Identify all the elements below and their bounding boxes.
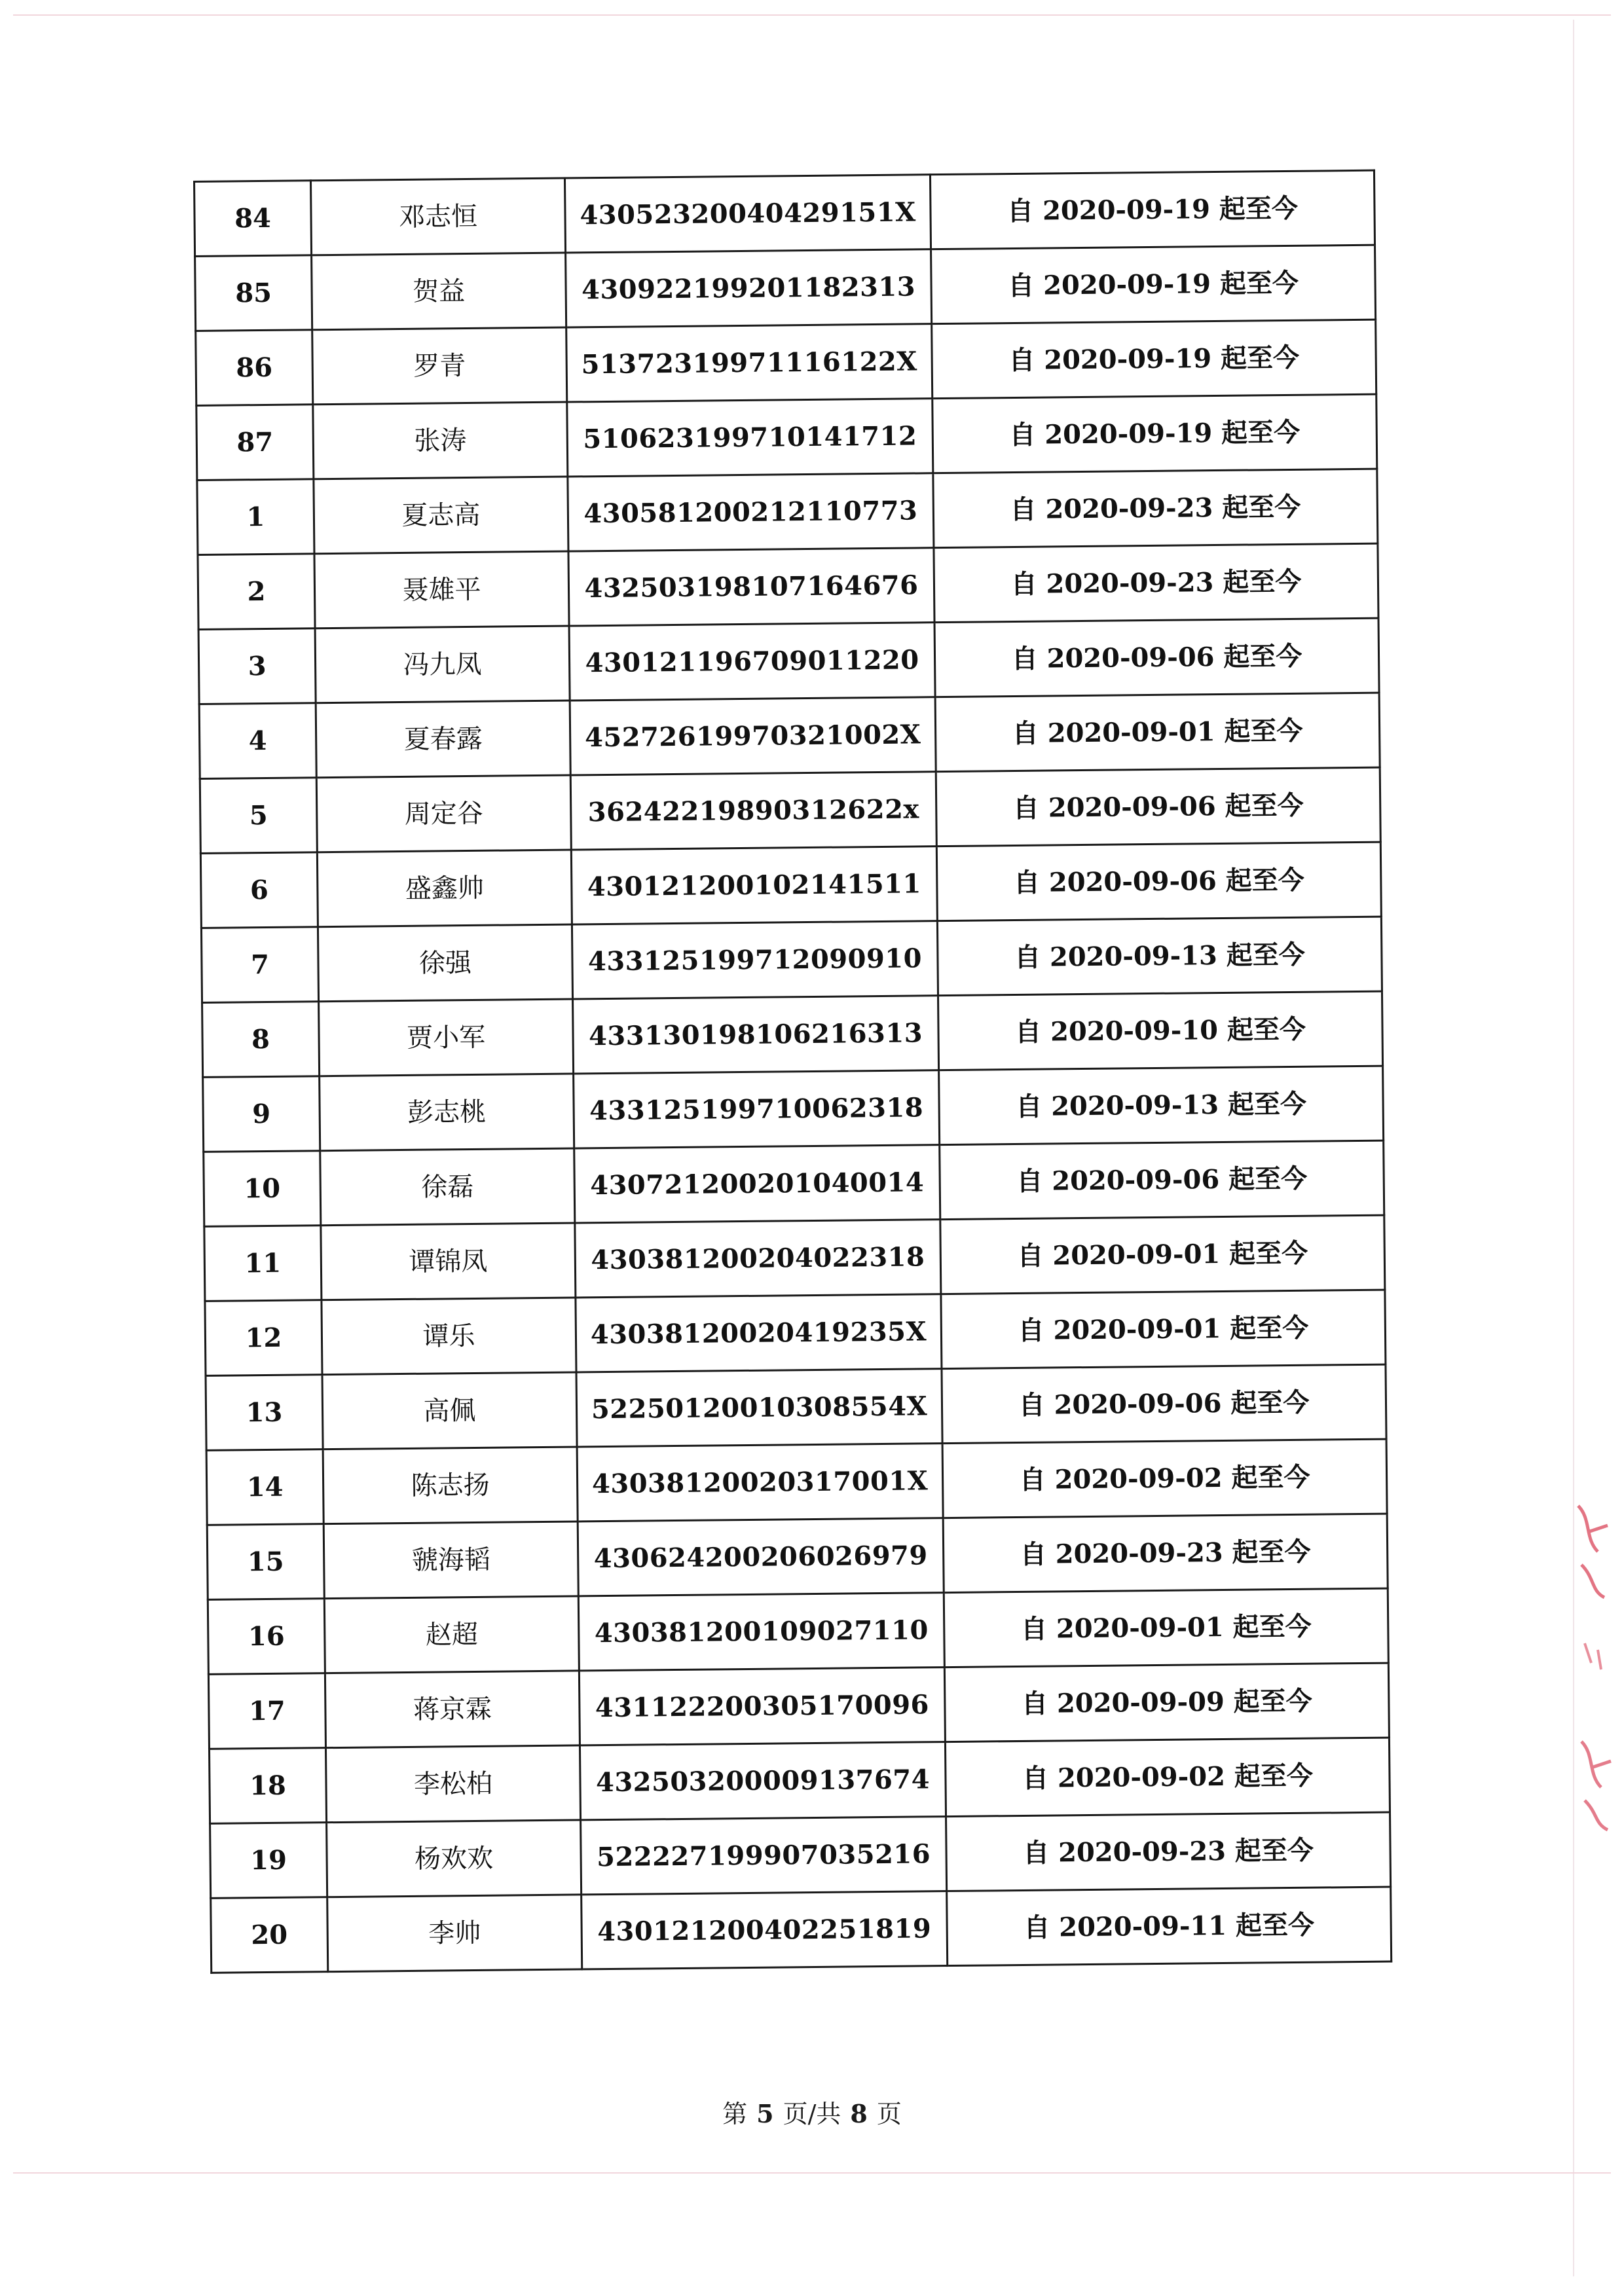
row-seq-number: 11 xyxy=(204,1226,322,1302)
table-row xyxy=(204,1140,1384,1226)
row-seq-number: 9 xyxy=(203,1076,320,1152)
scan-edge-bottom xyxy=(13,2172,1611,2174)
row-period: 自 2020-09-06 起至今 xyxy=(940,1140,1384,1220)
footer-prefix: 第 xyxy=(722,2100,748,2128)
table-row xyxy=(208,1588,1388,1674)
row-period: 自 2020-09-23 起至今 xyxy=(946,1812,1391,1891)
row-period: 自 2020-09-23 起至今 xyxy=(933,469,1378,548)
row-period: 自 2020-09-06 起至今 xyxy=(936,767,1380,847)
row-period: 自 2020-09-09 起至今 xyxy=(944,1663,1389,1742)
row-seq-number: 7 xyxy=(201,927,318,1003)
table-row xyxy=(198,543,1378,629)
row-id-number: 43038120020419235X xyxy=(576,1294,942,1372)
row-name: 蒋京霖 xyxy=(325,1671,580,1748)
table-row xyxy=(201,917,1382,1002)
scan-edge-right xyxy=(1573,20,1574,2276)
row-period: 自 2020-09-01 起至今 xyxy=(941,1290,1386,1369)
row-name: 张涛 xyxy=(313,402,568,479)
row-id-number: 36242219890312622x xyxy=(570,772,936,850)
row-period: 自 2020-09-19 起至今 xyxy=(932,319,1376,399)
row-seq-number: 13 xyxy=(206,1375,323,1451)
row-id-number: 430121196709011220 xyxy=(569,623,935,701)
row-period: 自 2020-09-13 起至今 xyxy=(939,1066,1384,1145)
table-row xyxy=(209,1738,1390,1823)
table-row xyxy=(206,1364,1386,1450)
table-row xyxy=(197,469,1378,555)
table-row xyxy=(196,319,1376,405)
table-row xyxy=(205,1290,1386,1376)
seal-stamp-fragment xyxy=(1572,1493,1624,1833)
row-id-number: 430581200212110773 xyxy=(568,473,934,551)
row-id-number: 433125199712090910 xyxy=(572,921,938,999)
current-page-number: 5 xyxy=(756,2099,774,2128)
row-name: 贺益 xyxy=(312,253,566,330)
row-name: 彭志桃 xyxy=(320,1074,574,1151)
row-seq-number: 2 xyxy=(198,554,315,630)
table-row xyxy=(203,1066,1384,1152)
row-seq-number: 16 xyxy=(208,1599,325,1675)
row-name: 聂雄平 xyxy=(314,551,569,629)
footer-suffix: 页 xyxy=(876,2100,902,2128)
row-name: 谭锦凤 xyxy=(321,1223,576,1300)
row-name: 盛鑫帅 xyxy=(317,850,572,927)
row-seq-number: 20 xyxy=(211,1897,328,1973)
table-row xyxy=(196,394,1377,480)
row-seq-number: 1 xyxy=(197,479,314,555)
row-period: 自 2020-09-01 起至今 xyxy=(944,1588,1388,1667)
row-period: 自 2020-09-23 起至今 xyxy=(943,1514,1388,1593)
row-seq-number: 10 xyxy=(204,1151,321,1227)
row-period: 自 2020-09-13 起至今 xyxy=(937,917,1382,996)
row-period: 自 2020-09-01 起至今 xyxy=(935,693,1380,772)
total-pages-number: 8 xyxy=(850,2099,868,2128)
row-name: 周定谷 xyxy=(316,775,571,852)
row-id-number: 522227199907035216 xyxy=(581,1817,947,1895)
row-name: 赵超 xyxy=(324,1596,579,1673)
row-id-number: 433125199710062318 xyxy=(574,1070,940,1148)
row-seq-number: 15 xyxy=(207,1524,324,1600)
row-period: 自 2020-09-11 起至今 xyxy=(947,1887,1392,1966)
row-name: 高佩 xyxy=(322,1372,577,1449)
table-row xyxy=(206,1439,1387,1525)
row-period: 自 2020-09-01 起至今 xyxy=(940,1215,1385,1294)
row-seq-number: 5 xyxy=(200,778,317,854)
personnel-table xyxy=(193,170,1392,1974)
row-period: 自 2020-09-19 起至今 xyxy=(931,245,1376,324)
row-seq-number: 18 xyxy=(209,1748,326,1824)
row-period: 自 2020-09-19 起至今 xyxy=(932,394,1377,473)
row-id-number: 430121200102141511 xyxy=(571,847,937,924)
row-id-number: 430381200109027110 xyxy=(578,1593,944,1671)
row-name: 陈志扬 xyxy=(323,1447,578,1524)
row-name: 罗青 xyxy=(312,327,567,405)
row-name: 贾小军 xyxy=(319,999,574,1076)
table-row xyxy=(202,991,1383,1077)
row-id-number: 43052320040429151X xyxy=(564,175,931,253)
row-name: 徐强 xyxy=(318,924,572,1002)
table-row xyxy=(200,842,1381,928)
table-row xyxy=(200,767,1380,853)
row-id-number: 52250120010308554X xyxy=(576,1369,942,1447)
row-period: 自 2020-09-19 起至今 xyxy=(930,170,1375,249)
row-id-number: 430922199201182313 xyxy=(566,249,932,327)
row-name: 李帅 xyxy=(327,1895,582,1972)
row-name: 虢海韬 xyxy=(323,1522,578,1599)
row-seq-number: 17 xyxy=(208,1673,325,1749)
table-row xyxy=(211,1887,1392,1973)
row-period: 自 2020-09-06 起至今 xyxy=(936,842,1381,921)
row-name: 邓志恒 xyxy=(311,178,566,255)
row-period: 自 2020-09-06 起至今 xyxy=(942,1364,1386,1444)
table-row xyxy=(199,693,1380,778)
row-id-number: 432503200009137674 xyxy=(580,1742,946,1820)
row-id-number: 430721200201040014 xyxy=(574,1145,940,1223)
row-seq-number: 3 xyxy=(198,629,316,704)
row-id-number: 431122200305170096 xyxy=(579,1667,945,1745)
table-row xyxy=(195,245,1376,331)
table-body xyxy=(194,170,1392,1973)
row-seq-number: 84 xyxy=(194,181,312,257)
row-seq-number: 12 xyxy=(205,1300,322,1376)
row-seq-number: 19 xyxy=(210,1823,327,1899)
row-seq-number: 8 xyxy=(202,1002,320,1078)
table-row xyxy=(210,1812,1391,1898)
row-name: 李松柏 xyxy=(325,1745,580,1823)
row-name: 冯九凤 xyxy=(315,626,570,703)
row-period: 自 2020-09-02 起至今 xyxy=(945,1738,1390,1817)
footer-middle: 页/共 xyxy=(783,2100,841,2128)
row-id-number: 432503198107164676 xyxy=(568,548,934,626)
row-period: 自 2020-09-06 起至今 xyxy=(934,618,1379,697)
row-id-number: 430381200204022318 xyxy=(575,1220,941,1298)
row-seq-number: 14 xyxy=(206,1449,323,1525)
row-id-number: 433130198106216313 xyxy=(573,996,939,1074)
row-seq-number: 87 xyxy=(196,405,314,481)
table-row xyxy=(194,170,1375,256)
row-id-number: 430624200206026979 xyxy=(578,1518,944,1596)
row-id-number: 510623199710141712 xyxy=(567,399,933,477)
row-id-number: 51372319971116122X xyxy=(566,324,932,402)
table-row xyxy=(207,1514,1388,1599)
row-seq-number: 4 xyxy=(199,703,316,779)
row-period: 自 2020-09-23 起至今 xyxy=(934,543,1378,623)
row-seq-number: 86 xyxy=(196,330,313,406)
row-name: 杨欢欢 xyxy=(327,1820,581,1897)
row-seq-number: 85 xyxy=(195,255,312,331)
row-id-number: 430121200402251819 xyxy=(581,1891,948,1969)
row-period: 自 2020-09-10 起至今 xyxy=(938,991,1382,1070)
row-name: 夏志高 xyxy=(314,477,568,554)
row-seq-number: 6 xyxy=(200,852,318,928)
row-name: 徐磊 xyxy=(320,1148,575,1226)
row-name: 夏春露 xyxy=(316,701,570,778)
table-row xyxy=(198,618,1379,704)
table-row xyxy=(204,1215,1385,1301)
table-row xyxy=(208,1663,1389,1749)
row-id-number: 43038120020317001X xyxy=(577,1444,943,1522)
row-id-number: 45272619970321002X xyxy=(570,697,936,775)
scan-edge-top xyxy=(13,14,1611,16)
row-period: 自 2020-09-02 起至今 xyxy=(942,1439,1387,1518)
page-footer xyxy=(0,2094,1624,2130)
row-name: 谭乐 xyxy=(322,1298,576,1375)
